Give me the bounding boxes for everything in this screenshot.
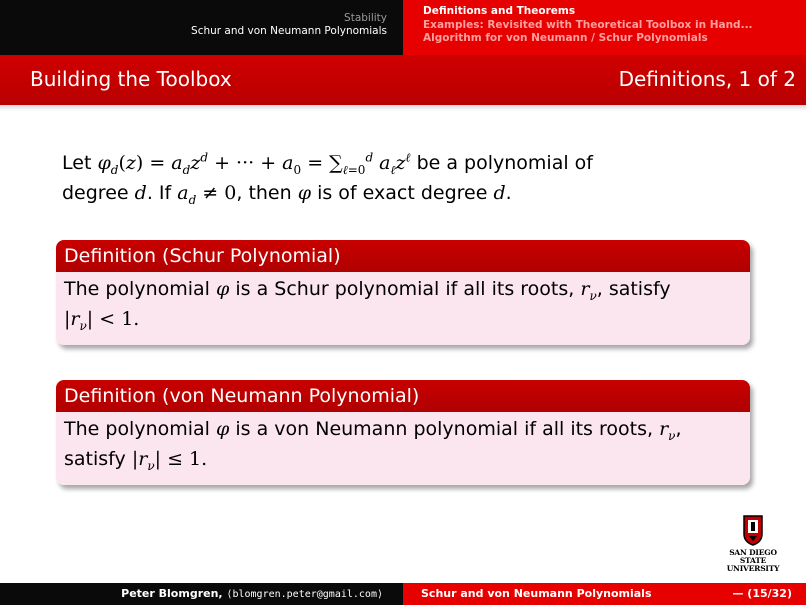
section-link-schur-vn[interactable]: Schur and von Neumann Polynomials — [191, 25, 387, 37]
university-logo — [718, 514, 788, 573]
logo-line-2: UNIVERSITY — [726, 564, 780, 573]
phi-symbol: φ — [216, 418, 230, 440]
root-symbol: $r_\nu$ — [659, 418, 676, 443]
intro-word-be: be a polynomial of — [416, 152, 593, 174]
phi-symbol: φ — [297, 182, 312, 204]
logo-text — [718, 549, 788, 573]
definition-title: Definition (von Neumann Polynomial) — [56, 380, 750, 412]
leading-coeff-condition: $a_d \ne 0$ — [177, 182, 237, 207]
intro-paragraph — [62, 148, 752, 208]
section-link-stability[interactable]: Stability — [344, 12, 387, 24]
definition-text: , — [675, 418, 682, 440]
degree-symbol: d — [134, 182, 147, 204]
short-title: Schur and von Neumann Polynomials — [421, 587, 652, 600]
root-symbol: $r_\nu$ — [580, 278, 597, 303]
root-condition: $|r_\nu| < 1$. — [64, 308, 140, 333]
definition-block-schur — [56, 240, 750, 345]
intro-word-if: . If — [146, 182, 172, 204]
frame-subtitle: Definitions, 1 of 2 — [618, 67, 796, 91]
definition-text: The polynomial — [64, 418, 210, 440]
subsection-link-algorithm[interactable]: Algorithm for von Neumann / Schur Polynomials — [423, 32, 708, 44]
shield-icon — [742, 514, 764, 546]
definition-block-von-neumann — [56, 380, 750, 485]
author-email: ⟨blomgren.peter@gmail.com⟩ — [226, 589, 383, 600]
definition-text: is a Schur polynomial if all its roots, — [235, 278, 575, 300]
footer — [0, 583, 806, 605]
subsection-link-examples[interactable]: Examples: Revisited with Theoretical Toolbox in Hand... — [423, 18, 753, 31]
frame-title: Building the Toolbox — [30, 67, 232, 91]
intro-word-then: , then — [236, 182, 292, 204]
root-condition: $|r_\nu| \le 1$. — [131, 448, 208, 473]
definition-text: , satisfy — [596, 278, 671, 300]
subsection-nav — [403, 0, 806, 55]
section-nav — [0, 0, 403, 55]
polynomial-formula: $\varphi_d(z) = a_dz^d$ + ··· + $a_0 = \sum_{\ell=0}^d$ $a_\ell z^\ell$ — [97, 150, 411, 177]
phi-symbol: φ — [216, 278, 230, 300]
top-navigation — [0, 0, 806, 55]
definition-text: The polynomial — [64, 278, 210, 300]
definition-text: satisfy — [64, 448, 126, 470]
degree-symbol-2: d — [493, 182, 506, 204]
definition-body — [56, 412, 750, 485]
footer-info — [403, 583, 806, 605]
intro-end: . — [505, 182, 512, 204]
intro-word-exact: is of exact degree — [317, 182, 488, 204]
intro-word-let: Let — [62, 152, 92, 174]
logo-line-1: SAN DIEGO STATE — [729, 548, 777, 565]
definition-body — [56, 272, 750, 345]
author-name: Peter Blomgren, — [121, 587, 223, 600]
subsection-link-definitions[interactable]: Definitions and Theorems — [423, 5, 576, 17]
frame-title-bar — [0, 55, 806, 105]
definition-title: Definition (Schur Polynomial) — [56, 240, 750, 272]
footer-author — [0, 583, 403, 605]
page-number: — (15/32) — [732, 587, 792, 600]
title-shadow — [0, 105, 806, 111]
intro-word-degree: degree — [62, 182, 129, 204]
definition-text: is a von Neumann polynomial if all its roots, — [235, 418, 654, 440]
